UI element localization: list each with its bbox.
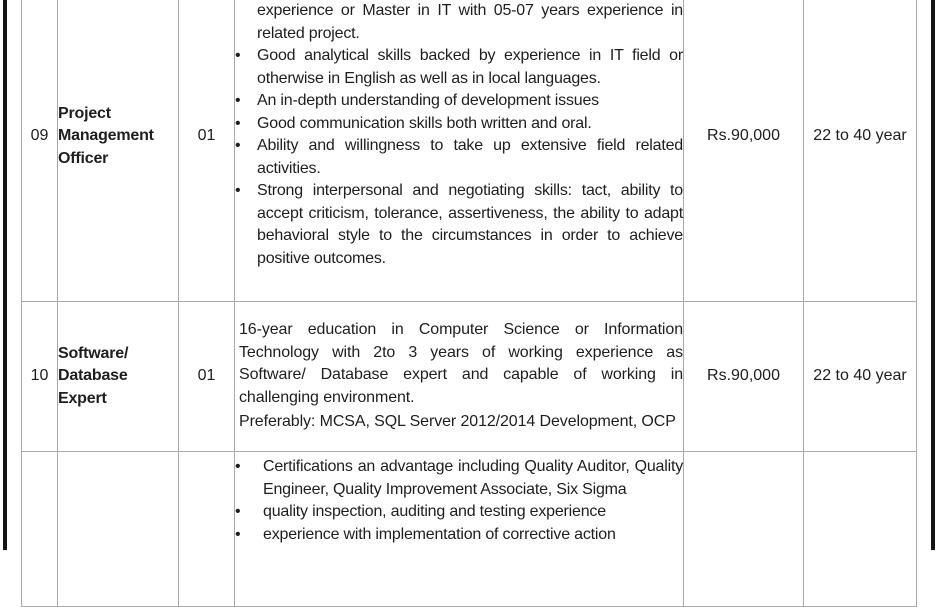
requirements-cell	[235, 0, 684, 302]
post-title-line: Software/	[58, 344, 129, 362]
requirement-item: • quality inspection, auditing and testing experience	[235, 501, 683, 524]
page-border-right	[931, 0, 935, 550]
post-title-line: Management	[58, 127, 154, 145]
pay-package: Rs.90,000	[684, 0, 804, 302]
requirement-item: • Good communication skills both written and oral.	[235, 113, 683, 136]
requirement-item: • An in-depth understanding of development issues	[235, 90, 683, 113]
serial-number	[22, 452, 58, 607]
requirement-item: • Certifications an advantage including Quality Auditor, Quality Engineer, Quality Improvement Associate, Six Sigma	[235, 456, 683, 501]
post-title	[58, 0, 179, 302]
table-row	[22, 302, 917, 452]
table-row	[22, 452, 917, 607]
requirements-list	[235, 456, 683, 546]
pay-package	[684, 452, 804, 607]
requirement-paragraph: Preferably: MCSA, SQL Server 2012/2014 Development, OCP	[239, 413, 676, 431]
number-of-posts: 01	[179, 0, 235, 302]
post-title-line: Expert	[58, 389, 107, 407]
requirements-cell	[235, 302, 684, 452]
requirements-list	[235, 0, 683, 270]
post-title-line: Database	[58, 367, 128, 385]
serial-number: 09	[22, 0, 58, 302]
age-limit	[804, 452, 917, 607]
age-limit: 22 to 40 year	[804, 0, 917, 302]
post-title-line: Officer	[58, 149, 109, 167]
requirements-cell	[235, 452, 684, 607]
post-title	[58, 302, 179, 452]
requirement-paragraph: 16-year education in Computer Science or Information Technology with 2to 3 years of working experience as Software/ Database expert and capable of working in challenging environment.	[239, 321, 683, 406]
requirement-continuation: experience or Master in IT with 05-07 years experience in related project.	[257, 2, 683, 42]
serial-number: 10	[22, 302, 58, 452]
age-limit: 22 to 40 year	[804, 302, 917, 452]
page-border-left	[3, 0, 7, 550]
requirement-item: • Strong interpersonal and negotiating skills: tact, ability to accept criticism, tolerance, assertiveness, the ability to adapt behavioral style to the circumstances in order to achieve positive outcomes.	[235, 180, 683, 270]
post-title	[58, 452, 179, 607]
requirement-item: • Good analytical skills backed by experience in IT field or otherwise in English as well as in local languages.	[235, 45, 683, 90]
pay-package: Rs.90,000	[684, 302, 804, 452]
number-of-posts	[179, 452, 235, 607]
requirement-item: • experience with implementation of corrective action	[235, 524, 683, 547]
number-of-posts: 01	[179, 302, 235, 452]
post-title-line: Project	[58, 104, 111, 122]
requirement-item: • Ability and willingness to take up extensive field related activities.	[235, 135, 683, 180]
table-row	[22, 0, 917, 302]
jobs-table	[21, 0, 917, 607]
